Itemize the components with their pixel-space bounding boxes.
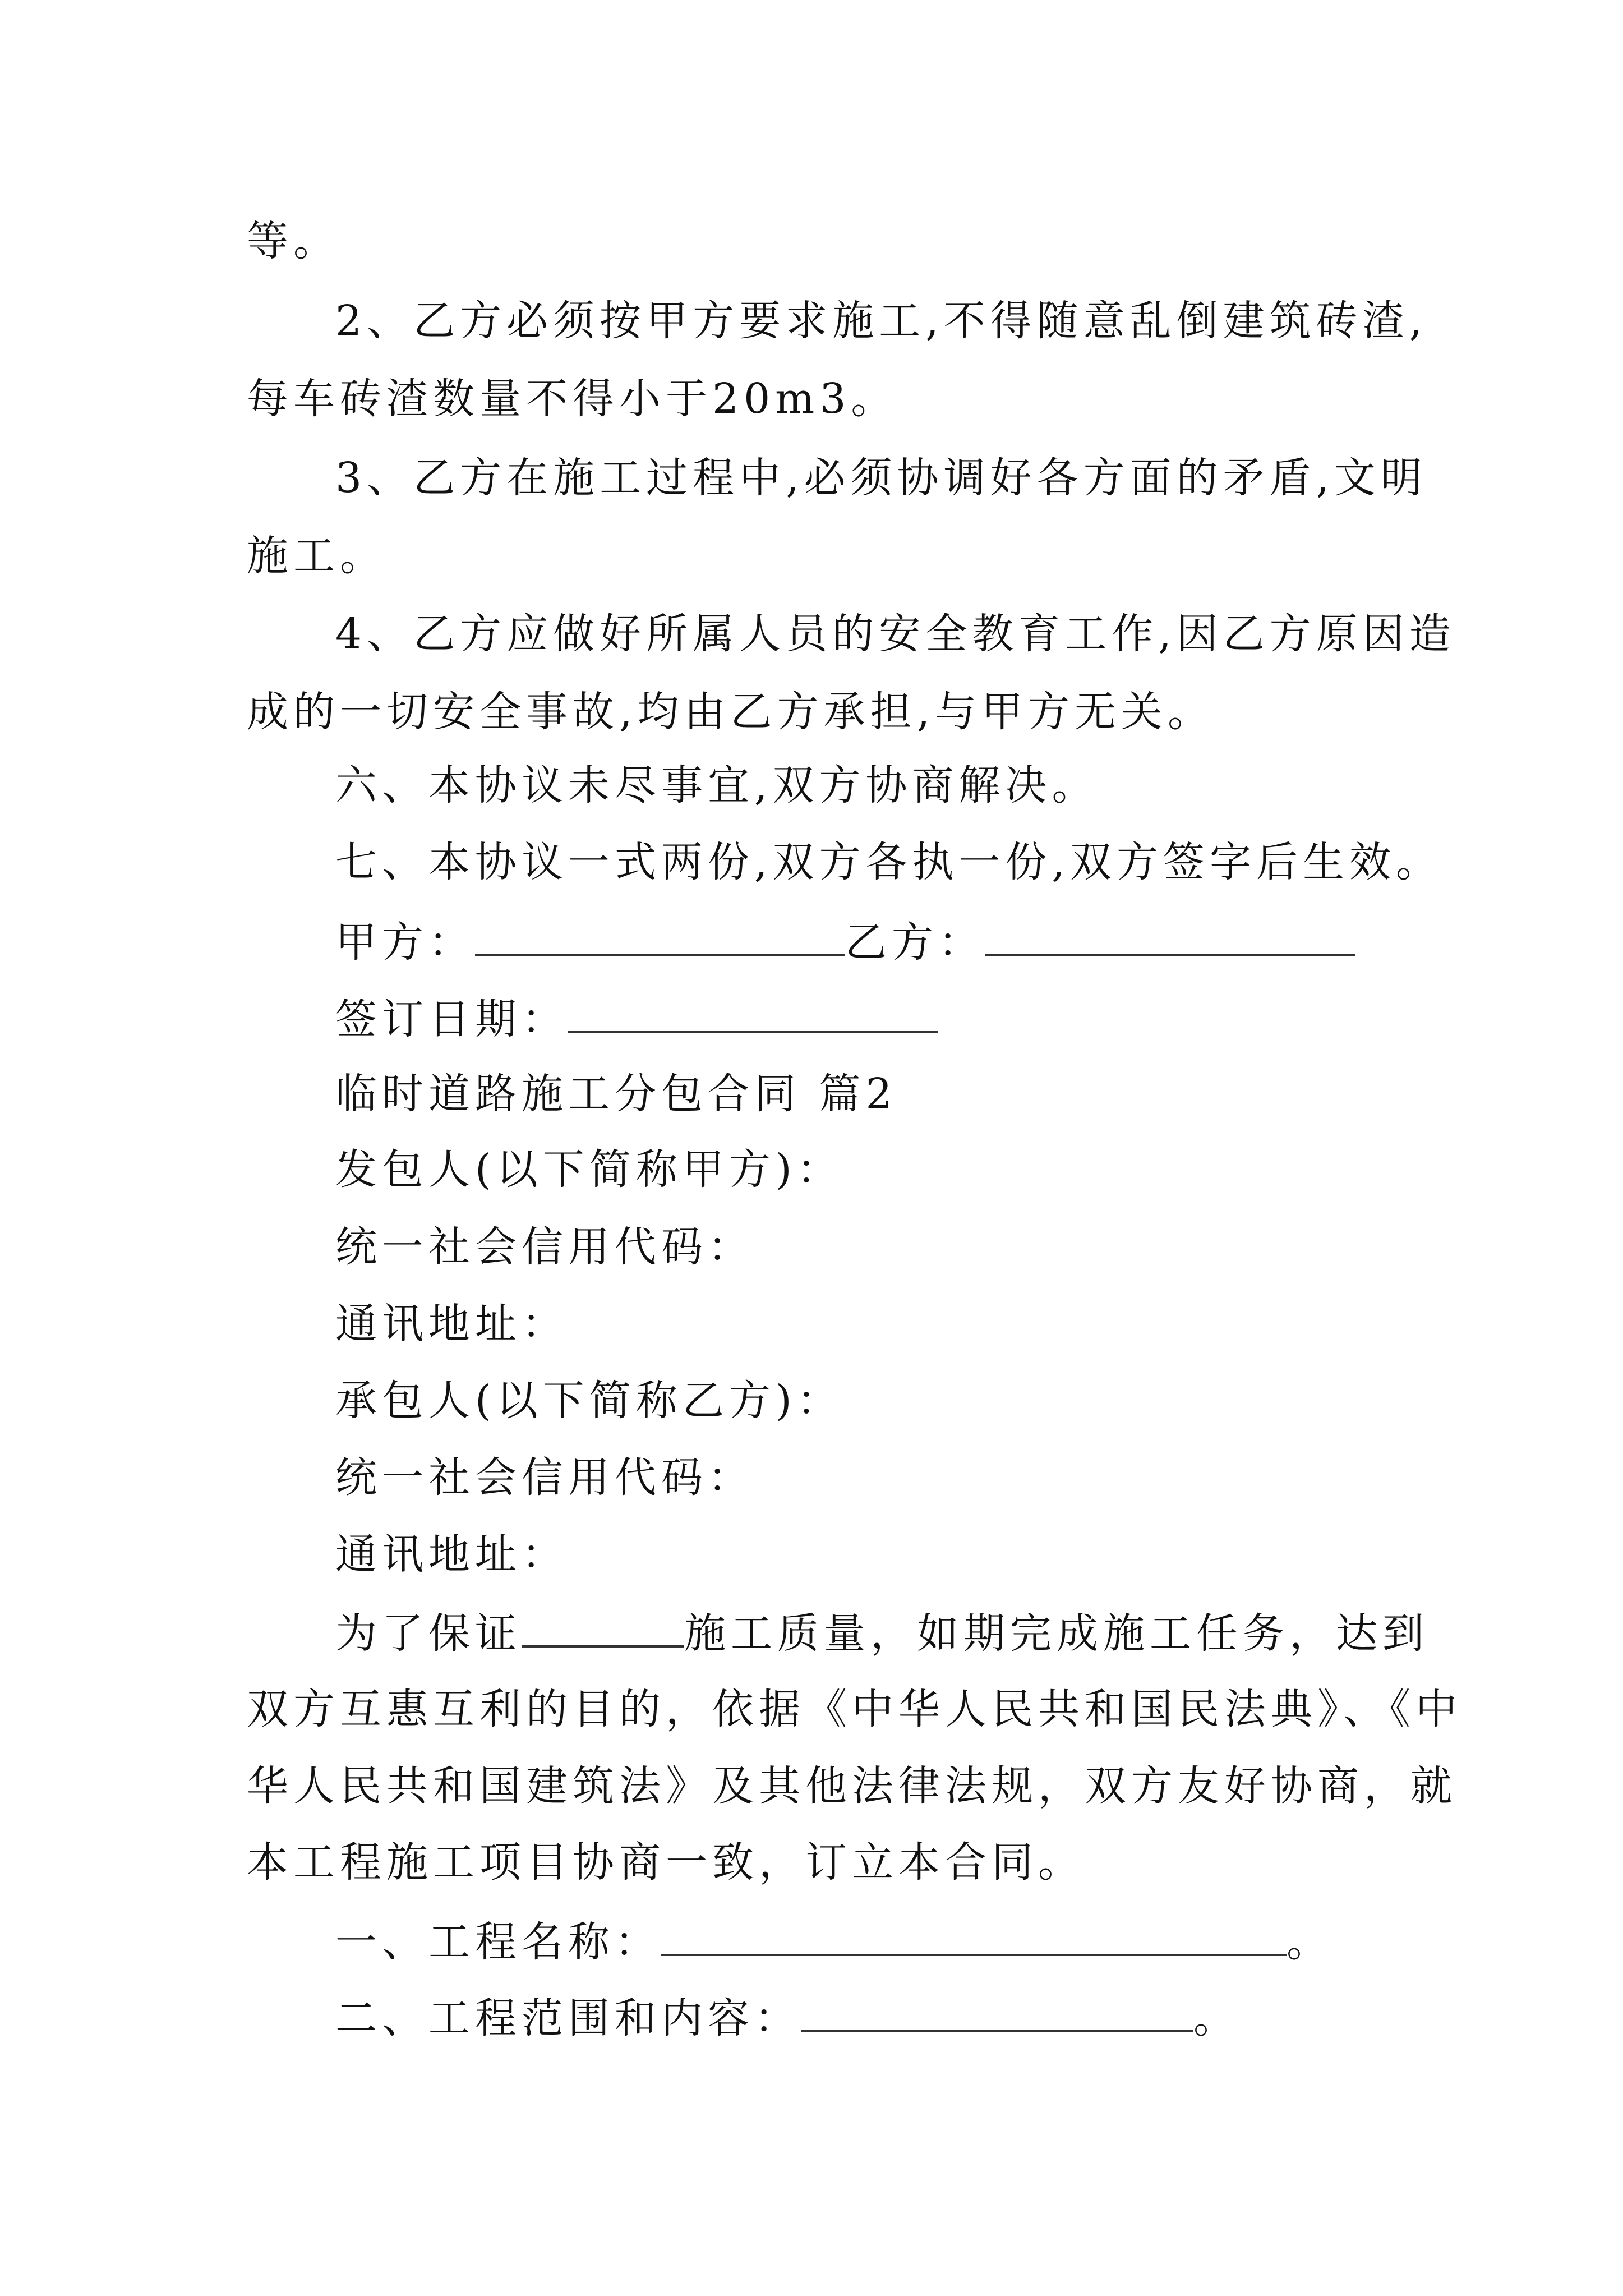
section-title: 临时道路施工分包合同 篇2 xyxy=(335,1070,897,1118)
project-name-blank xyxy=(661,1918,1287,1956)
text-line: 等。 xyxy=(247,217,340,265)
text-line: 2、乙方必须按甲方要求施工,不得随意乱倒建筑砖渣, xyxy=(335,297,1428,345)
party-a-label: 甲方： xyxy=(335,918,475,967)
text-line: 3、乙方在施工过程中,必须协调好各方面的矛盾,文明 xyxy=(335,454,1428,502)
intro-blank xyxy=(522,1610,684,1648)
project-scope-line xyxy=(335,1994,1240,2042)
project-scope-blank xyxy=(801,1995,1193,2032)
party-field: 统一社会信用代码： xyxy=(335,1223,754,1271)
party-field: 通讯地址： xyxy=(335,1300,568,1348)
intro-part1: 为了保证 xyxy=(335,1609,522,1658)
party-field: 承包人(以下简称乙方)： xyxy=(335,1377,843,1425)
text-line: 4、乙方应做好所属人员的安全教育工作,因乙方原因造 xyxy=(335,610,1456,658)
intro-part2: 施工质量，如期完成施工任务，达到 xyxy=(684,1609,1429,1658)
text-line: 七、本协议一式两份,双方各执一份,双方签字后生效。 xyxy=(335,838,1443,886)
intro-line: 本工程施工项目协商一致，订立本合同。 xyxy=(247,1838,1085,1887)
party-field: 通讯地址： xyxy=(335,1530,568,1579)
intro-line: 华人民共和国建筑法》及其他法律法规，双方友好协商，就 xyxy=(247,1762,1457,1810)
party-a-blank xyxy=(475,919,845,956)
signing-date-label: 签订日期： xyxy=(335,995,568,1043)
project-name-line xyxy=(335,1917,1333,1966)
text-line: 成的一切安全事故,均由乙方承担,与甲方无关。 xyxy=(247,688,1215,736)
party-field: 统一社会信用代码： xyxy=(335,1453,754,1502)
text-line: 六、本协议未尽事宜,双方协商解决。 xyxy=(335,761,1099,809)
party-b-blank xyxy=(985,919,1355,956)
intro-line: 双方互惠互利的目的，依据《中华人民共和国民法典》、《中 xyxy=(247,1685,1462,1733)
intro-line xyxy=(335,1609,1429,1658)
signing-date-blank xyxy=(568,996,938,1033)
party-field: 发包人(以下简称甲方)： xyxy=(335,1145,843,1194)
text-line: 施工。 xyxy=(247,532,386,580)
party-b-label: 乙方： xyxy=(845,918,985,967)
project-name-label: 一、工程名称： xyxy=(335,1917,661,1966)
period: 。 xyxy=(1287,1917,1333,1966)
signing-date-line xyxy=(335,995,938,1043)
signature-line xyxy=(335,918,1355,967)
period: 。 xyxy=(1193,1994,1240,2042)
text-line: 每车砖渣数量不得小于20m3。 xyxy=(247,375,898,423)
project-scope-label: 二、工程范围和内容： xyxy=(335,1994,801,2042)
